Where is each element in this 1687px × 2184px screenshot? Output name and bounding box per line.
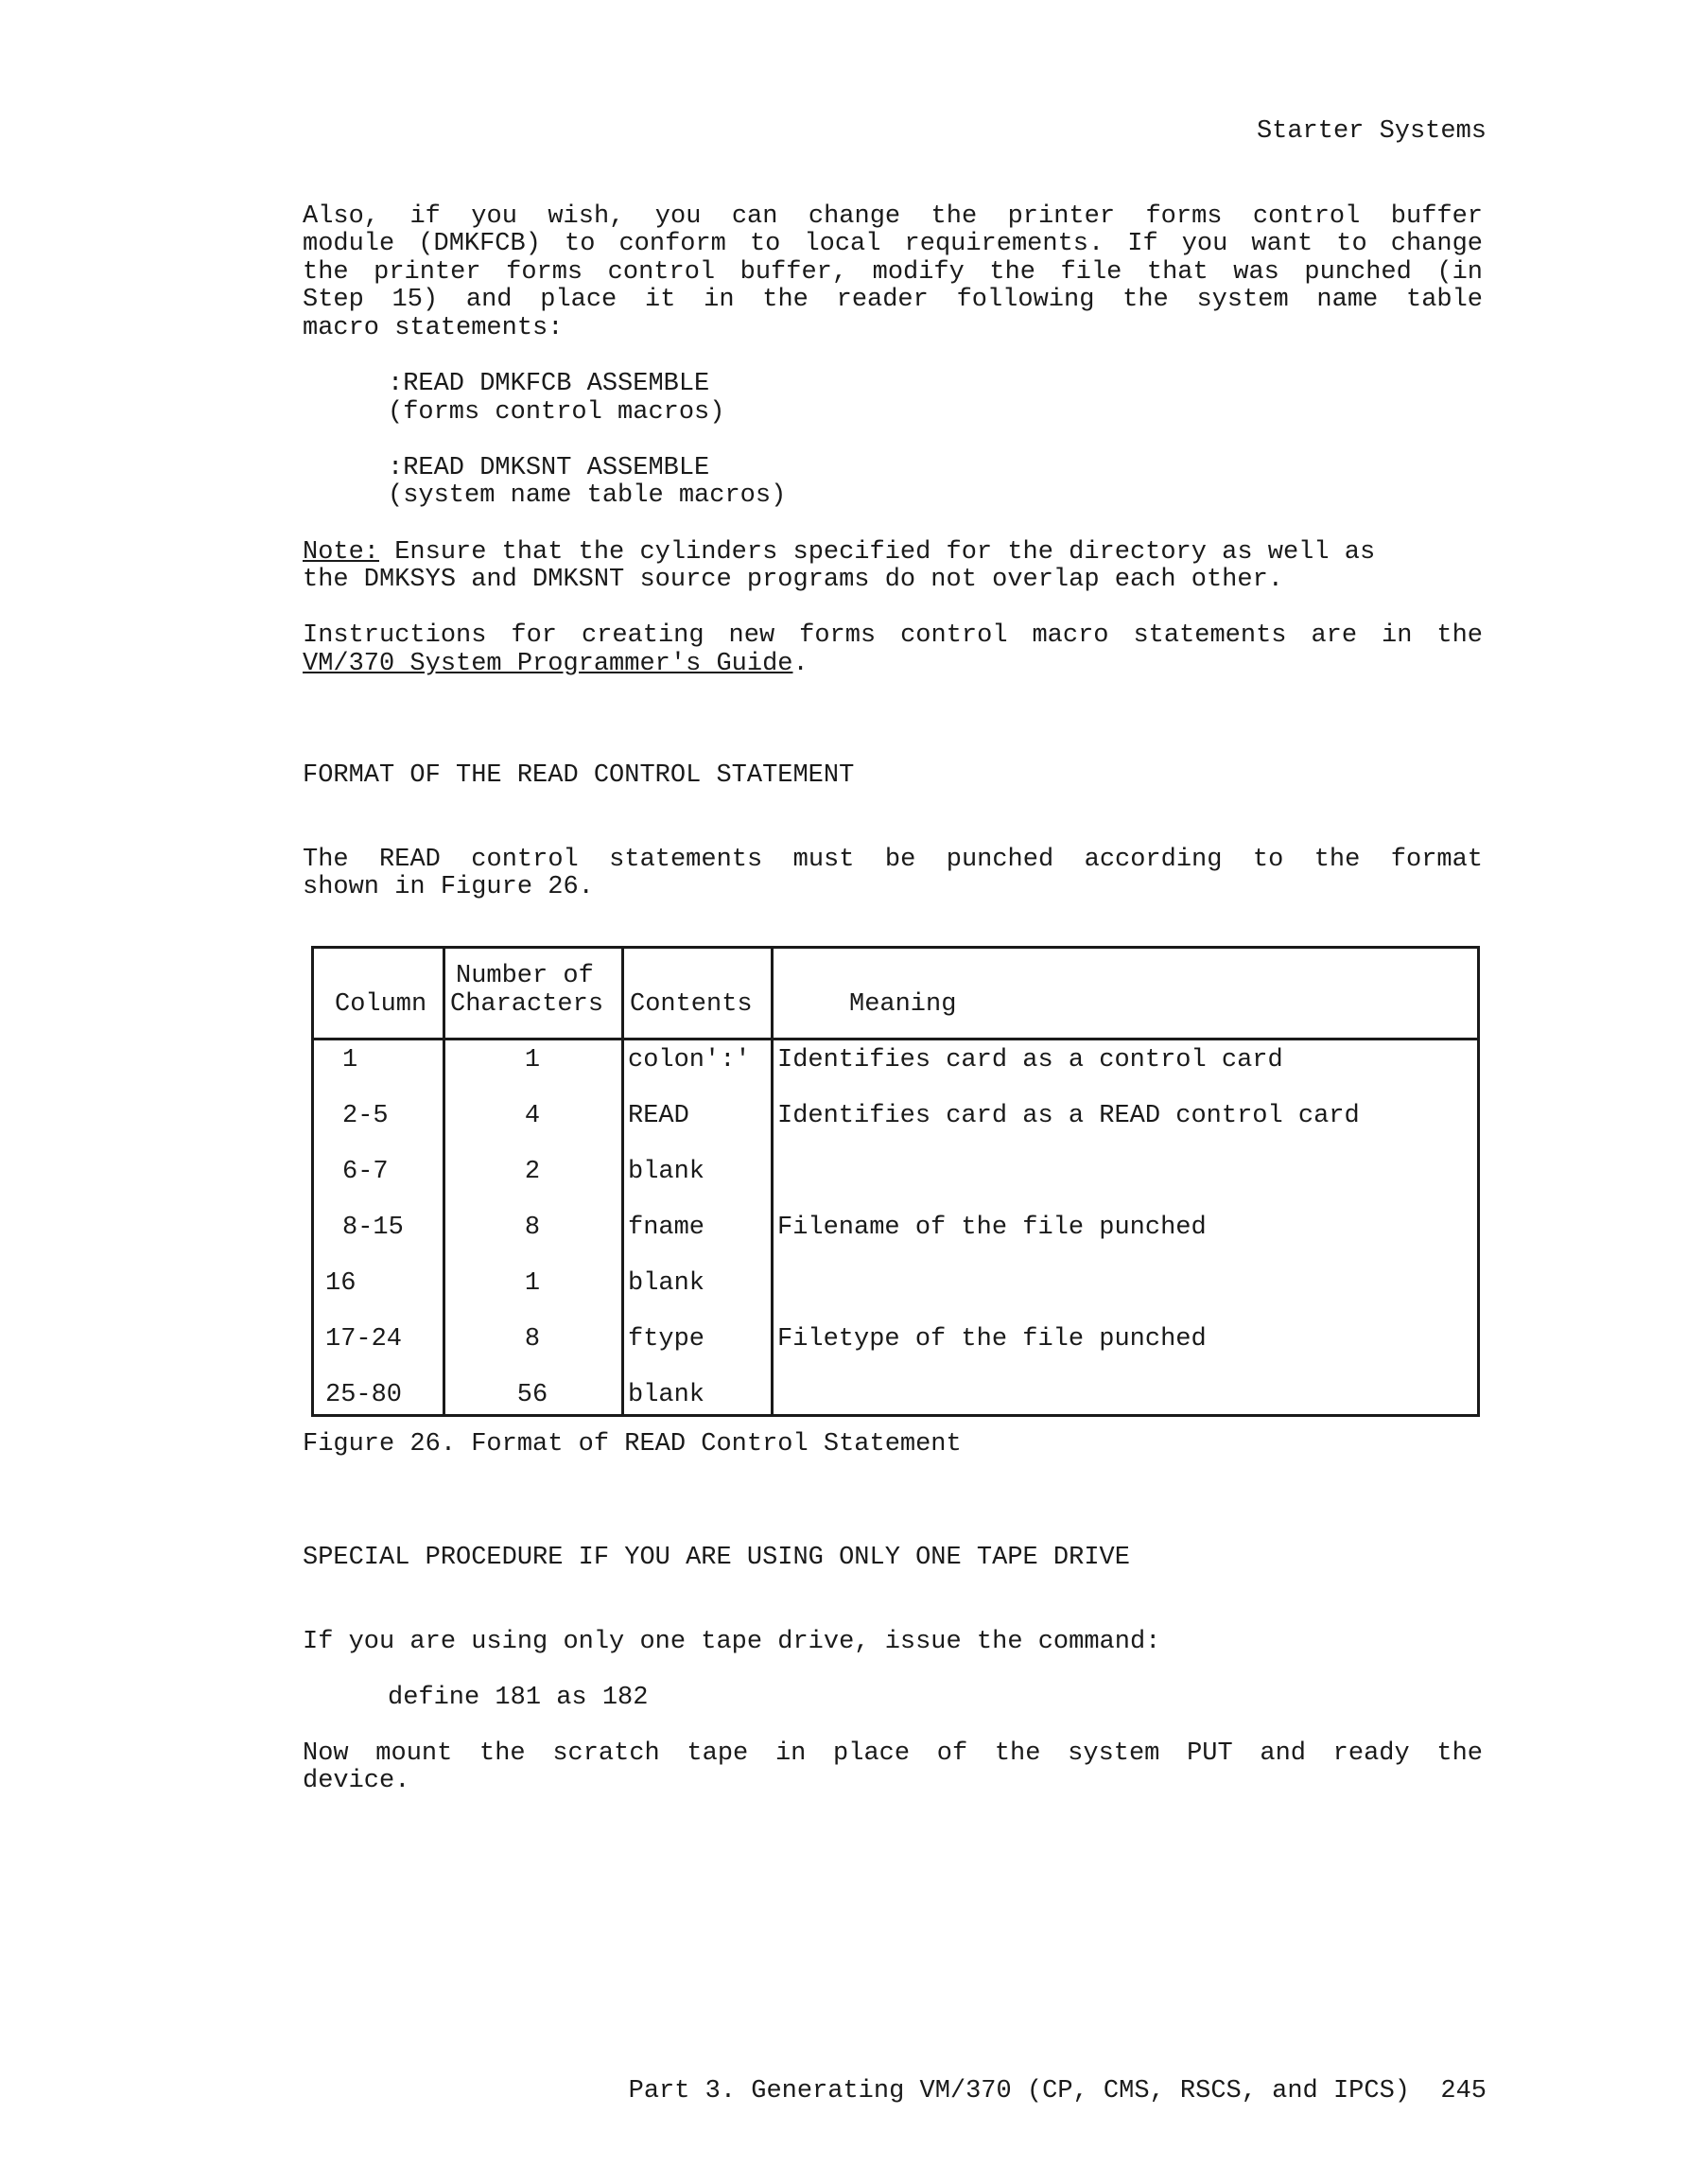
running-head: Starter Systems — [1256, 117, 1487, 146]
row-5-contents: blank — [628, 1269, 705, 1298]
figure-26-table — [311, 946, 1480, 1417]
code-command-2: :READ DMKSNT ASSEMBLE — [388, 454, 710, 482]
row-1-count: 1 — [524, 1046, 541, 1075]
code-comment-1: (forms control macros) — [388, 398, 725, 427]
instructions-line-1: Instructions for creating new forms control macro statements are in the — [303, 621, 1483, 650]
column-divider-1 — [443, 949, 445, 1414]
header-number-bottom: Characters — [450, 990, 604, 1019]
row-6-count: 8 — [524, 1325, 541, 1354]
column-divider-2 — [621, 949, 624, 1414]
row-3-contents: blank — [628, 1158, 705, 1186]
instructions-period: . — [792, 650, 809, 678]
row-3-count: 2 — [524, 1158, 541, 1186]
note-text-1: Ensure that the cylinders specified for the directory as well as — [379, 538, 1376, 567]
row-2-count: 4 — [524, 1102, 541, 1130]
row-4-column: 8-15 — [342, 1214, 404, 1242]
intro-line-1: Also, if you wish, you can change the printer forms control buffer — [303, 202, 1483, 231]
page-footer — [629, 2077, 1487, 2105]
row-5-count: 1 — [524, 1269, 541, 1298]
row-4-contents: fname — [628, 1214, 705, 1242]
row-1-meaning: Identifies card as a control card — [777, 1046, 1283, 1075]
code-command-1: :READ DMKFCB ASSEMBLE — [388, 370, 710, 398]
page-number: 245 — [1440, 2077, 1487, 2105]
row-2-contents: READ — [628, 1102, 689, 1130]
footer-part-title: Part 3. Generating VM/370 (CP, CMS, RSCS, and IPCS) — [628, 2077, 1410, 2105]
row-4-count: 8 — [524, 1214, 541, 1242]
row-6-column: 17-24 — [325, 1325, 403, 1354]
row-7-count: 56 — [516, 1381, 548, 1409]
row-3-column: 6-7 — [342, 1158, 389, 1186]
header-contents: Contents — [630, 990, 753, 1019]
row-2-column: 2-5 — [342, 1102, 389, 1130]
row-6-meaning: Filetype of the file punched — [777, 1325, 1207, 1354]
one-tape-para2-line-2: device. — [303, 1767, 410, 1795]
row-6-contents: ftype — [628, 1325, 705, 1354]
intro-line-2: module (DMKFCB) to conform to local requirements. If you want to change — [303, 230, 1483, 258]
intro-line-5: macro statements: — [303, 314, 564, 342]
row-7-contents: blank — [628, 1381, 705, 1409]
row-4-meaning: Filename of the file punched — [777, 1214, 1207, 1242]
row-5-column: 16 — [325, 1269, 357, 1298]
note-line-2: the DMKSYS and DMKSNT source programs do not overlap each other. — [303, 566, 1283, 594]
column-divider-3 — [771, 949, 774, 1414]
row-7-column: 25-80 — [325, 1381, 403, 1409]
header-column: Column — [335, 990, 427, 1019]
header-meaning: Meaning — [849, 990, 957, 1019]
section-heading-read-format: FORMAT OF THE READ CONTROL STATEMENT — [303, 761, 855, 790]
one-tape-para2-line-1: Now mount the scratch tape in place of the system PUT and ready the — [303, 1739, 1483, 1768]
note-line-1 — [303, 538, 1375, 567]
row-2-meaning: Identifies card as a READ control card — [777, 1102, 1360, 1130]
instructions-line-2 — [303, 650, 809, 678]
code-comment-2: (system name table macros) — [388, 481, 787, 510]
book-title-link: VM/370 System Programmer's Guide — [303, 650, 793, 678]
read-format-para-line-2: shown in Figure 26. — [303, 873, 594, 901]
row-1-column: 1 — [342, 1046, 358, 1075]
figure-caption: Figure 26. Format of READ Control Statement — [303, 1430, 962, 1459]
header-number-top: Number of — [456, 962, 594, 990]
read-format-para-line-1: The READ control statements must be punched according to the format — [303, 846, 1483, 874]
section-heading-one-tape: SPECIAL PROCEDURE IF YOU ARE USING ONLY ONE TAPE DRIVE — [303, 1544, 1130, 1572]
intro-line-4: Step 15) and place it in the reader following the system name table — [303, 286, 1483, 314]
define-command: define 181 as 182 — [388, 1684, 649, 1712]
note-label: Note: — [303, 538, 380, 567]
header-separator — [314, 1038, 1477, 1040]
intro-line-3: the printer forms control buffer, modify the file that was punched (in — [303, 258, 1483, 287]
row-1-contents: colon':' — [628, 1046, 751, 1075]
one-tape-para: If you are using only one tape drive, issue the command: — [303, 1628, 1161, 1656]
